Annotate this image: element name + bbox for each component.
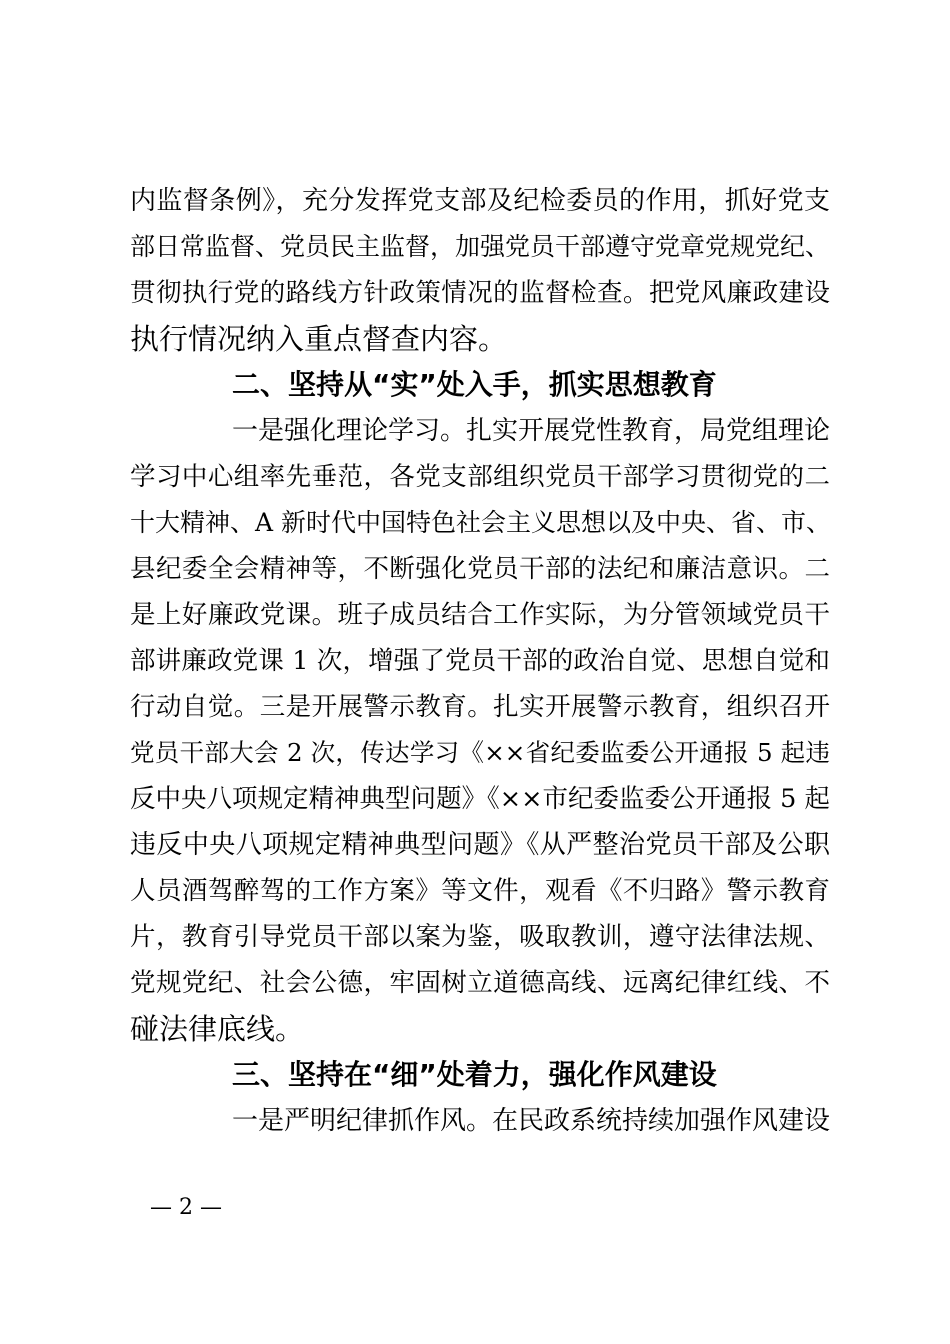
paragraph-line: 县纪委全会精神等，不断强化党员干部的法纪和廉洁意识。二 (130, 554, 830, 584)
paragraph-line: 学习中心组率先垂范，各党支部组织党员干部学习贯彻党的二 (130, 462, 830, 492)
paragraph-line: 贯彻执行党的路线方针政策情况的监督检查。把党风廉政建设 (130, 278, 830, 308)
paragraph-line: 片，教育引导党员干部以案为鉴，吸取教训，遵守法律法规、 (130, 922, 830, 952)
paragraph-line: 党员干部大会 2 次，传达学习《××省纪委监委公开通报 5 起违 (130, 738, 830, 767)
paragraph-line: 内监督条例》，充分发挥党支部及纪检委员的作用，抓好党支 (130, 186, 830, 216)
paragraph-line: 违反中央八项规定精神典型问题》《从严整治党员干部及公职 (130, 830, 830, 860)
paragraph-line: 十大精神、A 新时代中国特色社会主义思想以及中央、省、市、 (130, 508, 832, 537)
paragraph-line: 一是强化理论学习。扎实开展党性教育，局党组理论 (232, 416, 831, 446)
paragraph-line: 部日常监督、党员民主监督，加强党员干部遵守党章党规党纪、 (130, 232, 831, 261)
paragraph-line: 碰法律底线。 (130, 1012, 305, 1046)
paragraph-line: 行动自觉。三是开展警示教育。扎实开展警示教育，组织召开 (130, 692, 830, 722)
paragraph-line: 是上好廉政党课。班子成员结合工作实际，为分管领域党员干 (130, 600, 830, 630)
section-heading-2: 二、坚持从“实”处入手，抓实思想教育 (232, 368, 717, 401)
paragraph-line: 反中央八项规定精神典型问题》《××市纪委监委公开通报 5 起 (130, 784, 830, 814)
paragraph-line: 部讲廉政党课 1 次，增强了党员干部的政治自觉、思想自觉和 (130, 646, 830, 676)
section-heading-3: 三、坚持在“细”处着力，强化作风建设 (232, 1058, 717, 1091)
page-number: — 2 — (150, 1195, 222, 1220)
paragraph-line: 党规党纪、社会公德，牢固树立道德高线、远离纪律红线、不 (130, 968, 830, 998)
paragraph-line: 一是严明纪律抓作风。在民政系统持续加强作风建设 (232, 1106, 831, 1136)
paragraph-line: 执行情况纳入重点督查内容。 (130, 322, 508, 356)
paragraph-line: 人员酒驾醉驾的工作方案》等文件，观看《不归路》警示教育 (130, 876, 830, 906)
